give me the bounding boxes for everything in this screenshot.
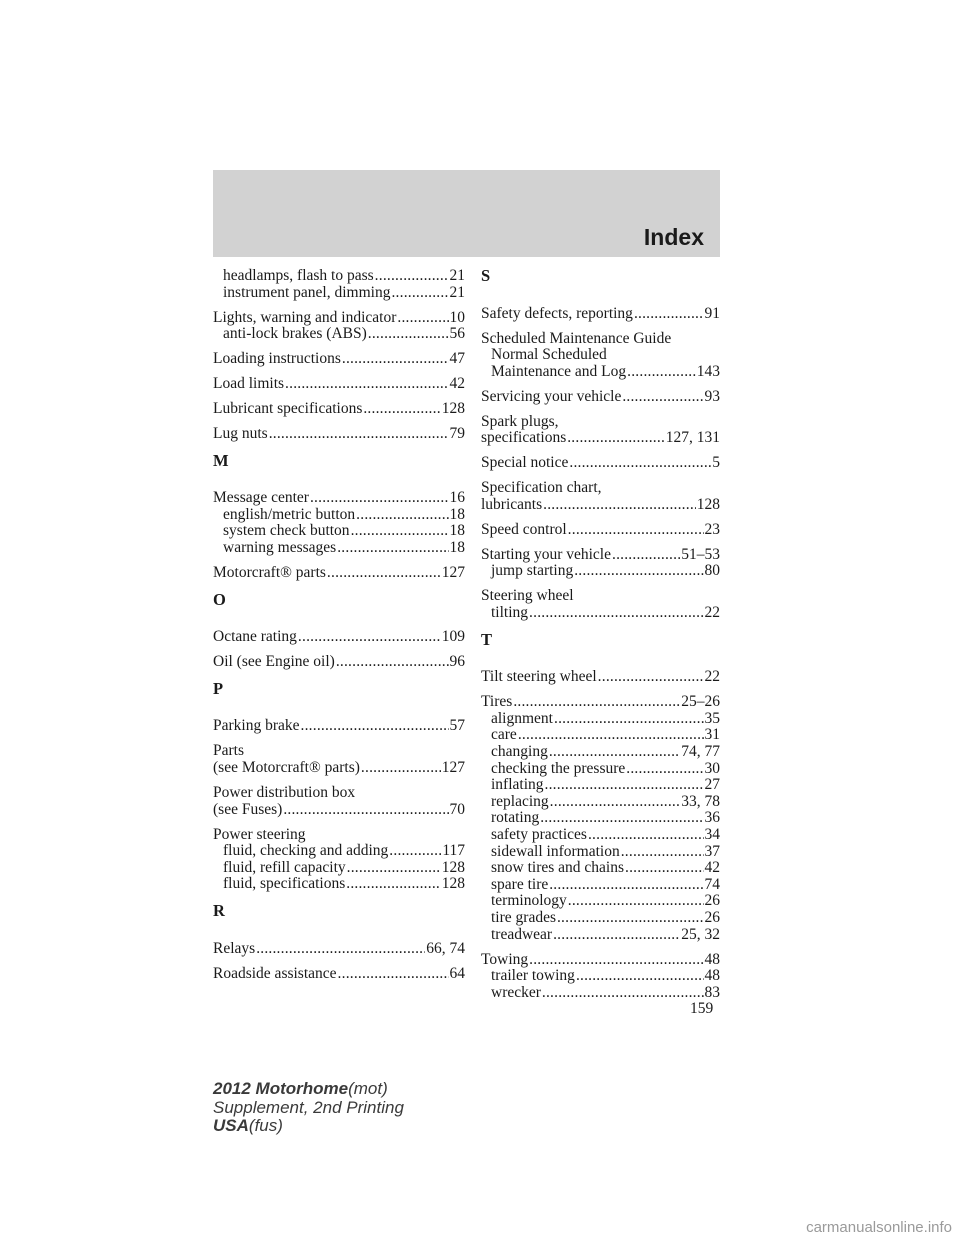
dot-leader xyxy=(540,810,703,827)
index-entry xyxy=(213,941,465,958)
index-entry xyxy=(213,785,465,818)
index-page-ref: 18 xyxy=(449,522,465,540)
index-entry-line xyxy=(213,376,465,393)
dot-leader xyxy=(361,760,441,777)
index-entry xyxy=(481,669,720,686)
index-term: fluid, checking and adding xyxy=(223,842,389,860)
index-entry-line xyxy=(481,522,720,539)
dot-leader xyxy=(542,985,704,1002)
dot-leader xyxy=(327,565,441,582)
dot-leader xyxy=(627,364,696,381)
index-letter-heading: T xyxy=(481,629,493,649)
index-term: anti-lock brakes (ABS) xyxy=(223,325,367,343)
index-page-ref: 128 xyxy=(441,875,465,893)
index-page-ref: 74, 77 xyxy=(681,742,720,760)
index-entry-line xyxy=(213,760,465,777)
index-entry-line xyxy=(481,331,720,348)
index-page-ref: 26 xyxy=(704,908,720,926)
index-page-ref: 10 xyxy=(449,308,465,326)
index-entry-line xyxy=(481,480,720,497)
index-term: wrecker xyxy=(491,983,541,1001)
dot-leader xyxy=(397,310,448,327)
index-subentry-line xyxy=(213,876,465,893)
index-subentry-line xyxy=(213,540,465,557)
index-term: tire grades xyxy=(491,908,556,926)
index-letter-heading: P xyxy=(213,678,224,698)
index-page-ref: 30 xyxy=(704,759,720,777)
dot-leader xyxy=(545,777,704,794)
footer-region-code: (fus) xyxy=(248,1116,283,1135)
index-subentry-line xyxy=(481,605,720,622)
index-page-ref: 23 xyxy=(704,520,720,538)
index-entry-line xyxy=(213,827,465,844)
index-term: Scheduled Maintenance Guide xyxy=(481,329,672,347)
dot-leader xyxy=(513,694,680,711)
dot-leader xyxy=(529,952,703,969)
index-subentry-line xyxy=(481,563,720,580)
index-term: alignment xyxy=(491,709,553,727)
index-page-ref: 34 xyxy=(704,825,720,843)
index-term: Towing xyxy=(481,950,529,968)
index-term: Tilt steering wheel xyxy=(481,668,597,686)
index-term: rotating xyxy=(491,809,540,827)
index-page-ref: 22 xyxy=(704,604,720,622)
index-term: safety practices xyxy=(491,825,587,843)
index-subentry-line xyxy=(481,794,720,811)
index-subentry-line xyxy=(213,523,465,540)
dot-leader xyxy=(298,629,441,646)
index-entry xyxy=(481,306,720,323)
index-entry xyxy=(481,547,720,580)
index-page-ref: 70 xyxy=(449,800,465,818)
index-term: Steering wheel xyxy=(481,587,574,605)
index-term: Lights, warning and indicator xyxy=(213,308,397,326)
index-entry-line xyxy=(481,430,720,447)
index-page-ref: 21 xyxy=(449,267,465,284)
index-page-ref: 83 xyxy=(704,983,720,1001)
dot-leader xyxy=(543,497,696,514)
index-term: Parking brake xyxy=(213,717,300,735)
dot-leader xyxy=(347,860,441,877)
index-term: Power distribution box xyxy=(213,783,356,801)
index-entry xyxy=(213,401,465,418)
index-page-ref: 48 xyxy=(704,967,720,985)
index-entry-line xyxy=(481,694,720,711)
dot-leader xyxy=(342,351,449,368)
index-term: Tires xyxy=(481,693,513,711)
dot-leader xyxy=(336,654,449,671)
dot-leader xyxy=(574,563,703,580)
index-term: changing xyxy=(491,742,548,760)
index-term: Special notice xyxy=(481,454,569,472)
index-term: sidewall information xyxy=(491,842,620,860)
index-term: tilting xyxy=(491,604,529,622)
index-page-ref: 35 xyxy=(704,709,720,727)
index-entry xyxy=(213,351,465,368)
index-page-ref: 57 xyxy=(449,717,465,735)
index-entry-line xyxy=(213,654,465,671)
index-entry-line xyxy=(213,401,465,418)
index-page-ref: 143 xyxy=(696,362,720,380)
index-entry-line xyxy=(213,310,465,327)
index-page-ref: 127 xyxy=(441,564,465,582)
index-term: instrument panel, dimming xyxy=(223,283,391,301)
index-entry xyxy=(213,310,465,343)
dot-leader xyxy=(568,522,704,539)
index-entry xyxy=(481,414,720,447)
index-page-ref: 127 xyxy=(441,759,465,776)
index-term: (see Fuses) xyxy=(213,800,283,818)
index-subentry-line xyxy=(213,326,465,343)
footer xyxy=(213,1080,404,1136)
index-subentry-line xyxy=(481,927,720,944)
index-column-left xyxy=(213,268,465,991)
index-term: Message center xyxy=(213,489,309,507)
index-term: Roadside assistance xyxy=(213,964,337,982)
index-subentry-line xyxy=(213,843,465,860)
dot-leader xyxy=(283,802,448,819)
dot-leader xyxy=(338,966,449,983)
index-subentry-line xyxy=(481,810,720,827)
index-page-ref: 74 xyxy=(704,875,720,893)
index-page-ref: 42 xyxy=(704,859,720,877)
dot-leader xyxy=(301,718,449,735)
footer-line-1 xyxy=(213,1080,404,1099)
index-page-ref: 51–53 xyxy=(681,545,720,563)
section-title: Index xyxy=(643,224,704,250)
index-entry-line xyxy=(481,952,720,969)
dot-leader xyxy=(518,727,704,744)
dot-leader xyxy=(310,490,449,507)
dot-leader xyxy=(622,389,703,406)
index-page-ref: 109 xyxy=(441,628,465,646)
index-page-ref: 31 xyxy=(704,726,720,744)
index-page-ref: 117 xyxy=(442,842,465,860)
dot-leader xyxy=(256,941,425,958)
index-entry-line xyxy=(213,743,465,760)
index-page-ref: 25–26 xyxy=(681,693,720,711)
dot-leader xyxy=(625,860,703,877)
index-entry-line xyxy=(481,414,720,431)
index-entry-line xyxy=(213,426,465,443)
dot-leader xyxy=(626,761,703,778)
dot-leader xyxy=(621,844,704,861)
index-term: Load limits xyxy=(213,375,285,393)
index-subentry-line xyxy=(481,711,720,728)
index-entry xyxy=(481,952,720,1002)
index-entry-line xyxy=(213,785,465,802)
index-subentry-line xyxy=(481,744,720,761)
dot-leader xyxy=(554,711,704,728)
index-letter-heading: R xyxy=(213,900,225,920)
dot-leader xyxy=(285,376,448,393)
index-subentry-line xyxy=(481,761,720,778)
index-term: Maintenance and Log xyxy=(491,362,627,380)
index-term: fluid, refill capacity xyxy=(223,858,346,876)
index-entry xyxy=(481,455,720,472)
index-term: Normal Scheduled xyxy=(491,346,607,364)
index-page-ref: 21 xyxy=(449,283,465,301)
dot-leader xyxy=(612,547,680,564)
index-subentry-line xyxy=(481,777,720,794)
index-entry-line xyxy=(213,351,465,368)
index-entry xyxy=(481,331,720,381)
index-entry-line xyxy=(213,565,465,582)
index-subentry-line xyxy=(481,877,720,894)
index-term: Safety defects, reporting xyxy=(481,304,633,322)
index-entry-line xyxy=(213,802,465,819)
index-term: system check button xyxy=(223,522,350,540)
index-page-ref: 91 xyxy=(704,304,720,322)
index-term: care xyxy=(491,726,517,744)
index-subentry-line xyxy=(481,347,720,364)
index-entry xyxy=(213,426,465,443)
dot-leader xyxy=(588,827,704,844)
index-page-ref: 66, 74 xyxy=(426,939,465,957)
dot-leader xyxy=(550,794,681,811)
index-entry-line xyxy=(213,490,465,507)
section-header-band xyxy=(213,170,720,257)
dot-leader xyxy=(351,523,449,540)
dot-leader xyxy=(553,927,680,944)
index-page-ref: 128 xyxy=(441,400,465,418)
index-term: Motorcraft® parts xyxy=(213,564,326,582)
index-term: spare tire xyxy=(491,875,549,893)
index-term: Oil (see Engine oil) xyxy=(213,653,335,671)
index-page-ref: 42 xyxy=(449,375,465,393)
dot-leader xyxy=(346,876,441,893)
dot-leader xyxy=(549,744,680,761)
index-entry xyxy=(213,966,465,983)
dot-leader xyxy=(549,877,703,894)
index-subentry-line xyxy=(481,827,720,844)
index-letter-heading: M xyxy=(213,450,229,470)
footer-model: 2012 Motorhome xyxy=(213,1079,349,1098)
index-entry xyxy=(213,565,465,582)
index-page-ref: 22 xyxy=(704,668,720,686)
dot-leader xyxy=(529,605,703,622)
index-term: checking the pressure xyxy=(491,759,626,777)
index-subentry-line xyxy=(481,727,720,744)
index-subentry-line xyxy=(213,268,465,285)
footer-model-code: (mot) xyxy=(348,1079,388,1098)
dot-leader xyxy=(557,910,704,927)
index-term: terminology xyxy=(491,892,567,910)
index-term: Loading instructions xyxy=(213,350,341,368)
index-page-ref: 25, 32 xyxy=(681,925,720,943)
index-entry xyxy=(481,522,720,539)
dot-leader xyxy=(569,455,711,472)
index-term: Lug nuts xyxy=(213,425,268,443)
index-column-right xyxy=(481,268,720,1010)
index-term: replacing xyxy=(491,792,549,810)
dot-leader xyxy=(576,968,704,985)
dot-leader xyxy=(389,843,441,860)
index-entry-line xyxy=(481,306,720,323)
index-entry xyxy=(213,490,465,556)
watermark: carmanualsonline.info xyxy=(806,1219,952,1236)
dot-leader xyxy=(269,426,449,443)
index-subentry-line xyxy=(213,507,465,524)
index-entry xyxy=(213,268,465,301)
index-page-ref: 18 xyxy=(449,539,465,557)
index-entry xyxy=(481,588,720,621)
index-page-ref: 127, 131 xyxy=(665,429,720,447)
index-entry-line xyxy=(481,669,720,686)
index-entry xyxy=(213,827,465,893)
index-term: Relays xyxy=(213,939,256,957)
dot-leader xyxy=(568,893,704,910)
index-subentry-line xyxy=(481,968,720,985)
index-term: Specification chart, xyxy=(481,479,602,497)
index-page-ref: 56 xyxy=(449,325,465,343)
index-entry xyxy=(213,743,465,776)
index-subentry-line xyxy=(213,285,465,302)
index-term: inflating xyxy=(491,776,544,794)
index-page-ref: 93 xyxy=(704,387,720,405)
index-subentry-line xyxy=(481,364,720,381)
index-term: fluid, specifications xyxy=(223,875,346,893)
index-subentry-line xyxy=(213,860,465,877)
index-entry-line xyxy=(481,588,720,605)
index-term: warning messages xyxy=(223,539,337,557)
index-entry xyxy=(213,376,465,393)
index-term: specifications xyxy=(481,429,567,447)
dot-leader xyxy=(598,669,704,686)
index-page-ref: 96 xyxy=(449,653,465,671)
index-page-ref: 16 xyxy=(449,489,465,507)
index-page-ref: 36 xyxy=(704,809,720,827)
index-subentry-line xyxy=(481,910,720,927)
index-entry xyxy=(481,694,720,943)
index-term: lubricants xyxy=(481,495,543,513)
index-subentry-line xyxy=(481,985,720,1002)
index-page-ref: 27 xyxy=(704,776,720,794)
footer-line-2: Supplement, 2nd Printing xyxy=(213,1097,404,1117)
index-page-ref: 5 xyxy=(712,454,720,472)
dot-leader xyxy=(567,430,665,447)
index-entry-line xyxy=(213,718,465,735)
index-term: Parts xyxy=(213,742,244,760)
index-term: Spark plugs, xyxy=(481,412,559,430)
index-page-ref: 80 xyxy=(704,562,720,580)
index-term: Power steering xyxy=(213,825,306,843)
index-term: Servicing your vehicle xyxy=(481,387,622,405)
index-term: Octane rating xyxy=(213,628,297,646)
index-page-ref: 128 xyxy=(441,858,465,876)
index-page-ref: 33, 78 xyxy=(681,792,720,810)
index-subentry-line xyxy=(481,860,720,877)
index-page-ref: 37 xyxy=(704,842,720,860)
dot-leader xyxy=(391,285,448,302)
index-page-ref: 18 xyxy=(449,505,465,523)
index-entry-line xyxy=(213,941,465,958)
index-entry-line xyxy=(481,389,720,406)
index-term: trailer towing xyxy=(491,967,575,985)
index-page-ref: 48 xyxy=(704,950,720,968)
index-entry-line xyxy=(481,547,720,564)
index-entry xyxy=(213,629,465,646)
dot-leader xyxy=(368,326,449,343)
index-entry xyxy=(213,654,465,671)
dot-leader xyxy=(356,507,448,524)
index-term: jump starting xyxy=(491,562,574,580)
index-term: (see Motorcraft® parts) xyxy=(213,759,360,776)
index-term: Speed control xyxy=(481,520,567,538)
index-subentry-line xyxy=(481,844,720,861)
index-subentry-line xyxy=(481,893,720,910)
index-term: snow tires and chains xyxy=(491,859,625,877)
index-entry-line xyxy=(213,966,465,983)
index-term: treadwear xyxy=(491,925,553,943)
dot-leader xyxy=(337,540,448,557)
index-page-ref: 79 xyxy=(449,425,465,443)
index-entry-line xyxy=(213,629,465,646)
index-page-ref: 128 xyxy=(696,495,720,513)
index-term: Starting your vehicle xyxy=(481,545,611,563)
index-term: english/metric button xyxy=(223,505,356,523)
dot-leader xyxy=(634,306,704,323)
index-page-ref: 26 xyxy=(704,892,720,910)
index-letter-heading: S xyxy=(481,266,491,285)
index-entry xyxy=(481,389,720,406)
index-page-ref: 64 xyxy=(449,964,465,982)
index-entry xyxy=(481,480,720,513)
page-number: 159 xyxy=(690,1000,714,1017)
index-term: Lubricant specifications xyxy=(213,400,363,418)
footer-region: USA xyxy=(213,1116,249,1135)
index-page-ref: 47 xyxy=(449,350,465,368)
index-entry-line xyxy=(481,497,720,514)
index-entry xyxy=(213,718,465,735)
footer-line-3 xyxy=(213,1117,404,1136)
index-letter-heading: O xyxy=(213,589,226,609)
index-term: headlamps, flash to pass xyxy=(223,267,374,284)
dot-leader xyxy=(375,268,449,285)
dot-leader xyxy=(363,401,440,418)
index-entry-line xyxy=(481,455,720,472)
